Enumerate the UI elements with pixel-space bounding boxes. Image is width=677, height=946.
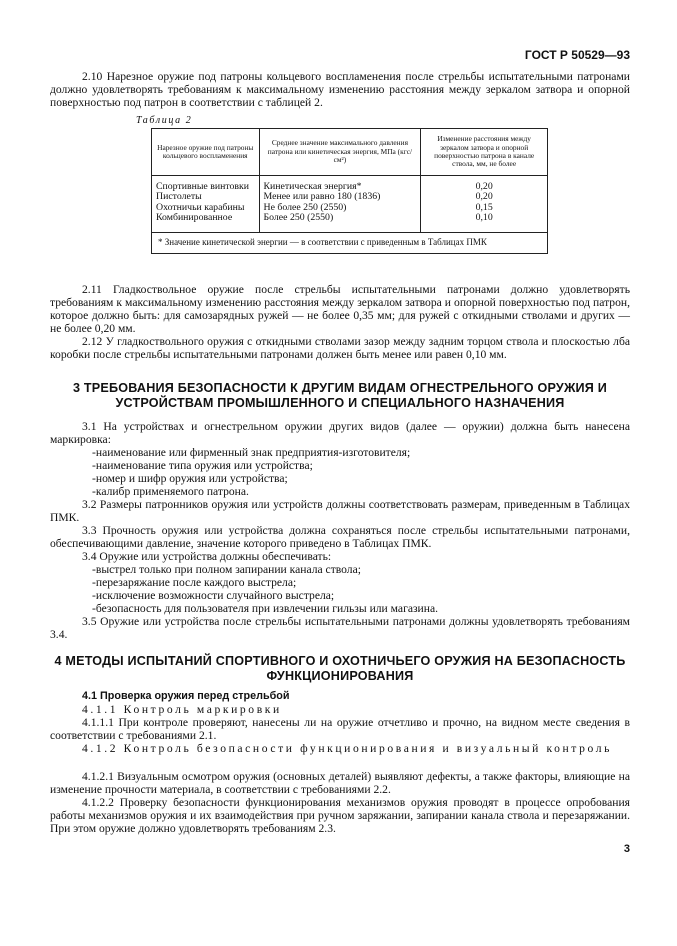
subsection-4-1-1: 4.1.1 Контроль маркировки <box>82 703 282 716</box>
section-4-title: 4 МЕТОДЫ ИСПЫТАНИЙ СПОРТИВНОГО И ОХОТНИЧЬЕГО ОРУЖИЯ НА БЕЗОПАСНОСТЬ ФУНКЦИОНИРОВАНИЯ <box>54 654 626 683</box>
table-cell: 0,10 <box>475 212 493 224</box>
paragraph-4-1-1-1: 4.1.1.1 При контроле проверяют, нанесены ли на оружие отчетливо и прочно, на видном месте сведения в соответствии с требованиями 2.1. <box>50 716 630 742</box>
list-3-1 <box>92 446 630 498</box>
doc-id: ГОСТ Р 50529—93 <box>524 48 630 62</box>
table-cell: Более 250 (2550) <box>263 212 334 224</box>
table-header-pressure: Среднее значение максимального давления патрона или кинетическая энергия, МПа (кгс/см²) <box>259 129 421 176</box>
list-item: -наименование или фирменный знак предприятия-изготовителя; <box>92 446 411 459</box>
paragraph-2-12: 2.12 У гладкоствольного оружия с откидными стволами зазор между задним торцом ствола и плоскостью лба коробки после стрельбы испытательными патронами должен быть менее или равен 0,10 мм. <box>50 335 630 361</box>
table-cell: Менее или равно 180 (1836) <box>263 191 381 203</box>
paragraph-4-1-2-1: 4.1.2.1 Визуальным осмотром оружия (основных деталей) выявляют дефекты, а также факторы, влияющие на изменение прочности материала, в соответствии с требованиями 2.2. <box>50 770 630 796</box>
paragraph-2-10: 2.10 Нарезное оружие под патроны кольцевого воспламенения после стрельбы испытательными патронами должно удовлетворять требованиям к максимальному изменению расстояния между зеркалом затвора и опорной поверхностью под патрон в соответствии с таблицей 2. <box>50 70 630 109</box>
table-header-change: Изменение расстояния между зеркалом затвора и опорной поверхностью патрона в канале ствола, мм, не более <box>421 129 548 176</box>
list-item: -безопасность для пользователя при извлечении гильзы или магазина. <box>92 602 439 615</box>
paragraph-3-1: 3.1 На устройствах и огнестрельном оружии других видов (далее — оружии) должна быть нанесена маркировка: <box>50 420 630 446</box>
paragraph-3-3: 3.3 Прочность оружия или устройства должна сохраняться после стрельбы испытательными патронами, обеспечивающими давление, значение которого приведено в Таблицах ПМК. <box>50 524 630 550</box>
paragraph-3-2: 3.2 Размеры патронников оружия или устройств должны соответствовать размерам, приведенным в Таблицах ПМК. <box>50 498 630 524</box>
table-cell: 0,15 <box>475 201 493 213</box>
page-number: 3 <box>623 843 630 855</box>
table-cell: Кинетическая энергия* <box>263 181 362 192</box>
paragraph-3-4: 3.4 Оружие или устройства должны обеспечивать: <box>82 550 332 563</box>
table-2 <box>151 128 548 254</box>
table-2-caption: Таблица 2 <box>136 115 193 126</box>
table-cell: Не более 250 (2550) <box>263 201 347 213</box>
table-header-weapon: Нарезное оружие под патроны кольцевого воспламенения <box>152 129 260 176</box>
subsection-4-1: 4.1 Проверка оружия перед стрельбой <box>82 690 290 702</box>
list-item: -наименование типа оружия или устройства; <box>92 459 313 472</box>
table-cell: Охотничьи карабины <box>156 201 245 213</box>
list-item: -выстрел только при полном запирании канала ствола; <box>92 563 361 576</box>
list-item: -номер и шифр оружия или устройства; <box>92 472 288 485</box>
section-3-title: 3 ТРЕБОВАНИЯ БЕЗОПАСНОСТИ К ДРУГИМ ВИДАМ ОГНЕСТРЕЛЬНОГО ОРУЖИЯ И УСТРОЙСТВАМ ПРОМЫШЛЕННОГО И СПЕЦИАЛЬНОГО НАЗНАЧЕНИЯ <box>73 381 607 410</box>
list-item: -перезаряжание после каждого выстрела; <box>92 576 297 589</box>
list-item: -калибр применяемого патрона. <box>92 485 249 498</box>
subsection-4-1-2: 4.1.2 Контроль безопасности функционирования и визуальный контроль <box>82 742 613 755</box>
table-cell: 0,20 <box>475 191 493 203</box>
paragraph-2-11: 2.11 Гладкоствольное оружие после стрельбы испытательными патронами должно удовлетворять требованиям к максимальному изменению расстояния между зеркалом затвора и опорной поверхностью под патрон, которое должно быть: для самозарядных ружей — не более 0,35 мм; для ружей с откидными стволами и других — не более 0,20 мм. <box>50 283 630 335</box>
table-cell: Комбинированное <box>156 212 233 224</box>
table-footnote: * Значение кинетической энергии — в соответствии с приведенным в Таблицах ПМК <box>152 232 548 253</box>
table-cell: Пистолеты <box>156 191 202 203</box>
list-3-4 <box>92 563 630 615</box>
list-item: -исключение возможности случайного выстрела; <box>92 589 335 602</box>
table-cell: 0,20 <box>475 181 493 192</box>
paragraph-4-1-2-2: 4.1.2.2 Проверку безопасности функционирования механизмов оружия проводят в процессе опробования работы механизмов оружия и их взаимодействия при ручном заряжании, запирании канала ствола и перезаряжании. При этом оружие должно удовлетворять требованиям 2.3. <box>50 796 630 835</box>
table-cell: Спортивные винтовки <box>156 181 250 192</box>
paragraph-3-5: 3.5 Оружие или устройства после стрельбы испытательными патронами должны удовлетворять требованиям 3.4. <box>50 615 630 641</box>
